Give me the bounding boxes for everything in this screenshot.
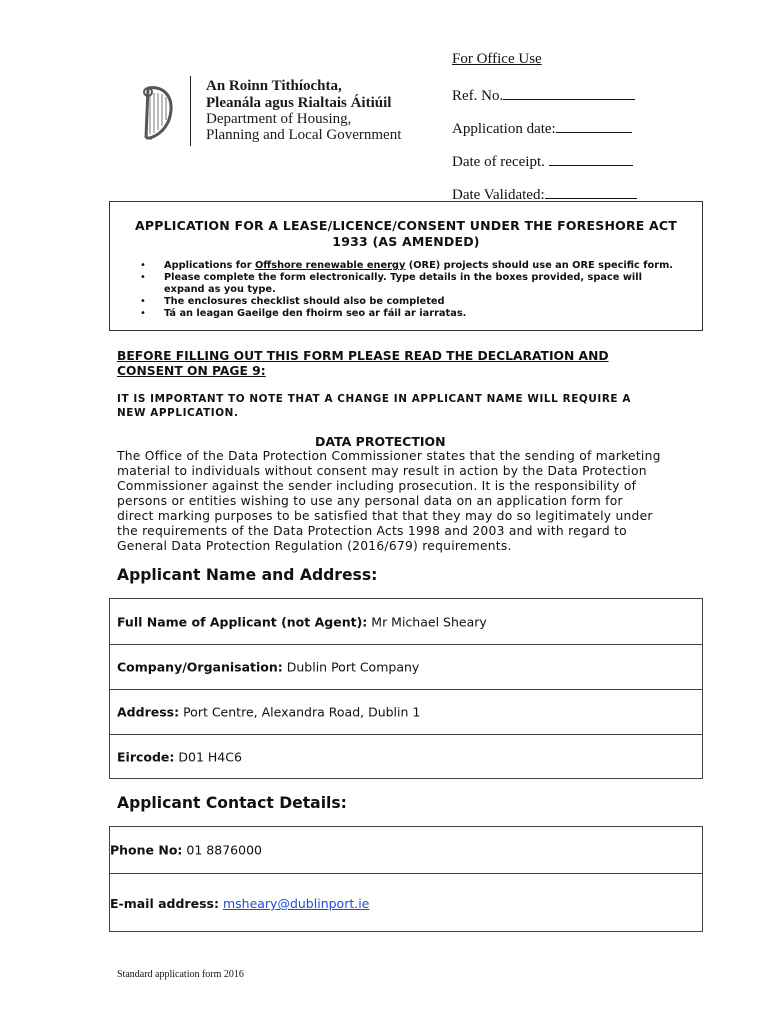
applicant-name-row[interactable] [110,599,702,645]
application-date-blank [556,118,632,133]
instructions-list [130,260,678,320]
footer-note: Standard application form 2016 [117,969,244,980]
company-row[interactable] [110,645,702,690]
ref-no-field [452,85,635,105]
address-value[interactable]: Port Centre, Alexandra Road, Dublin 1 [183,704,421,720]
important-note: IT IS IMPORTANT TO NOTE THAT A CHANGE IN APPLICANT NAME WILL REQUIRE A NEW APPLICATION. [117,393,631,419]
eircode-label: Eircode: [117,749,175,764]
phone-row[interactable] [110,827,702,874]
eircode-row[interactable] [110,735,702,778]
address-label: Address: [117,704,180,720]
logo-line-english-1: Department of Housing, [206,111,352,127]
logo-divider [190,76,191,146]
data-protection-text: The Office of the Data Protection Commissioner states that the sending of marketing material to individuals without consent may result in action by the Data Protection Commissioner against the sender including prosecution. It is the responsibility of persons or entities wishing to use any personal data on an application form for direct marking purposes to be satisfied that that they may do so legitimately under the requirements of the Data Protection Acts 1998 and 2003 and with regard to General Data Protection Regulation (2016/679) requirements. [117,449,661,553]
logo-line-irish-1: An Roinn Tithíochta, [206,78,342,94]
date-validated-blank [545,184,637,199]
application-header-box [109,201,703,331]
full-name-value[interactable]: Mr Michael Sheary [371,614,487,629]
eircode-value[interactable]: D01 H4C6 [178,749,242,764]
contact-heading: Applicant Contact Details: [117,794,347,812]
instruction-item-ore: • Applications for Offshore renewable energy (ORE) projects should use an ORE specific form. [130,260,678,272]
contact-table [109,826,703,932]
ref-no-label: Ref. No. [452,88,504,104]
date-of-receipt-label: Date of receipt. [452,154,545,170]
application-title: APPLICATION FOR A LEASE/LICENCE/CONSENT UNDER THE FORESHORE ACT 1933 (AS AMENDED) [134,218,678,249]
department-logo [138,76,428,148]
applicant-heading: Applicant Name and Address: [117,566,378,584]
applicant-table [109,598,703,779]
harp-icon [138,84,178,140]
ore-link[interactable]: Offshore renewable energy [254,260,406,271]
data-protection-title: DATA PROTECTION [315,434,446,449]
instruction-item-irish: • Tá an leagan Gaeilge den fhoirm seo ar fáil ar iarratas. [130,308,678,320]
address-row[interactable] [110,690,702,735]
before-filling-notice: BEFORE FILLING OUT THIS FORM PLEASE READ THE DECLARATION AND CONSENT ON PAGE 9: [117,349,609,378]
application-date-label: Application date: [452,121,556,137]
phone-value[interactable]: 01 8876000 [186,842,262,858]
logo-line-english-2: Planning and Local Government [206,127,402,143]
office-use-title: For Office Use [452,51,542,67]
date-of-receipt-field [452,151,633,171]
full-name-label: Full Name of Applicant (not Agent): [117,614,368,629]
date-of-receipt-blank [549,151,633,166]
application-date-field [452,118,632,138]
phone-label: Phone No: [110,842,183,858]
instruction-item-electronic: • Please complete the form electronically. Type details in the boxes provided, space will expand as you type. [130,272,678,296]
company-value[interactable]: Dublin Port Company [286,659,420,675]
date-validated-label: Date Validated: [452,187,545,203]
email-label: E-mail address: [110,896,219,911]
ref-no-blank [503,85,635,100]
company-label: Company/Organisation: [117,659,283,675]
email-row[interactable] [110,874,702,931]
instruction-item-checklist: • The enclosures checklist should also be completed [130,296,678,308]
email-link[interactable]: msheary@dublinport.ie [222,896,370,911]
logo-line-irish-2: Pleanála agus Rialtais Áitiúil [206,95,392,111]
